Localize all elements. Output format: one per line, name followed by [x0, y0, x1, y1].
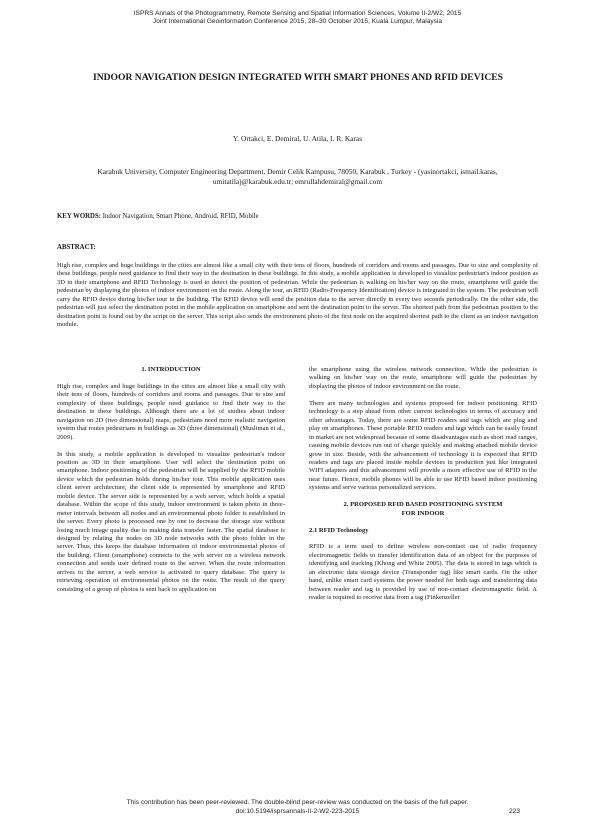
left-column	[57, 366, 285, 594]
body-paragraph: High rise, complex and huge buildings in the cities are almost like a small city with their tens of floors, hundreds of corridors and rooms and passages. Due to size and complexity of these buildings, people need guidance to find their way to the destination in these buildings. Although there are a lot of studies about indoor navigation on 2D (two dimensional) maps, pedestrians need more realistic navigation system that routes pedestrians in buildings as 3D (three dimensional) (Musliman et al., 2009).	[57, 382, 285, 441]
section-heading-proposed-system: 2. PROPOSED RFID BASED POSITIONING SYSTEM FOR INDOOR	[343, 501, 503, 517]
keywords-line	[57, 212, 537, 221]
header-conference-line: Joint International Geoinformation Conference 2015, 28–30 October 2015, Kuala Lumpur, Malaysia	[152, 18, 443, 26]
page-footer	[0, 799, 595, 816]
header-journal-line: ISPRS Annals of the Photogrammetry, Remote Sensing and Spatial Information Sciences, Volume II-2/W2, 2015	[133, 10, 462, 17]
subsection-heading-rfid: 2.1 RFID Technology	[309, 526, 369, 534]
author-list: Y. Ortakci, E. Demiral, U. Atila, I. R. Karas	[232, 134, 363, 143]
page-number: 223	[509, 808, 521, 815]
right-column	[309, 366, 537, 603]
doi-link[interactable]: doi:10.5194/isprsannals-II-2-W2-223-2015	[235, 807, 360, 815]
affiliation: Karabuk University, Computer Engineering Department, Demir Celik Kampusu, 78050, Karabuk , Turkey - (yasinortakci, ismail.karas, umitatila)@karabuk.edu.tr; emrullahdemiral@gmail.com	[97, 167, 498, 186]
abstract-heading: ABSTRACT:	[57, 244, 96, 251]
abstract-text: High rise, complex and huge buildings in the cities are almost like a small city with their tens of floors, hundreds of corridors and rooms and passages. Due to size and complexity of these buildings, people need guidance to find their way to the destination in these buildings. In this study, a mobile application is developed to visualize pedestrian's indoor position as 3D in their smartphone and RFID Technology is used to detect the position of pedestrian. While the pedestrian is walking on his/her way on the route, smartphone will guide the pedestrian by displaying the photos of indoor environment on the route. Along the tour, an RFID (Radio-Frequency Identification) device is integrated to the system. The pedestrian will carry the RFID device during his/her tour in the building. The RFID device will send the position data to the server directly in every two seconds periodically. On the other side, the pedestrian will just select the destination point in the mobile application on smartphone and sent the destination point to the server. The shortest path from the pedestrian position to the destination point is found out by the script on the server. This script also sends the environment photo of the first node on the acquired shortest path to the client as an indoor navigation module.	[57, 262, 538, 329]
paper-title: INDOOR NAVIGATION DESIGN INTEGRATED WITH SMART PHONES AND RFID DEVICES	[92, 72, 504, 83]
body-paragraph: In this study, a mobile application is developed to visualize pedestrian's indoor position as 3D in their smartphone. User will select the destination point on smartphone. Indoor positioning of the pedestrian will be supplied by the RFID mobile device which the pedestrian holds during his/her tour. This mobile application uses client server architecture, the client side is represented by smartphone and RFID mobile device. The server side is represented by a web server, which holds a spatial database. Within the scope of this study, indoor environment is taken photo in three-meter intervals between all nodes and an environmental photo folder is established in the server. Every photo is processed one by one to decrease the storage size without losing much image quality due to making data transfer faster. The spatial database is designed by relating the nodes on 3D node networks with the photo folder in the server. Thus, this keeps the database information of indoor environmental photos of the building. Client (smartphone) connects to the web server on a wireless network connection and sends user defined route to the server. When the route information arrives to the server, a web service is activated to query database. The query is retrieving operation of environmental photos on the route. The result of the query consisting of a group of photos is sent back to application on	[57, 450, 285, 593]
peer-review-note: This contribution has been peer-reviewed. The double-blind peer-review was conducted on the basis of the full paper.	[126, 799, 469, 806]
keywords-label: KEY WORDS:	[57, 213, 101, 220]
section-heading-introduction: 1. INTRODUCTION	[141, 366, 201, 373]
keywords-text: Indoor Navigation, Smart Phone, Android, RFID, Mobile	[102, 213, 259, 220]
body-paragraph: RFID is a term used to define wireless non-contact use of radio frequency electromagnetic fields to transfer identification data of an object for the purposes of identifying and tracking (Khong and White 2005). The data is stored in tags which is an electronic data storage device (Transponder tag) like smart cards. On the other hand, unlike smart card systems the power needed for both tags and transferring data between reader and tag is provided by use of non-contact electromagnetic field. A reader is required to receive data from a tag (Finkenzeller	[309, 543, 537, 602]
body-paragraph: the smartphone using the wireless network connection. While the pedestrian is walking on his/her way on the route, smartphone will guide the pedestrian by displaying the photos of indoor environment on the route.	[309, 366, 537, 390]
running-header	[0, 10, 595, 26]
body-paragraph: There are many technologies and systems proposed for indoor positioning. RFID technology is a step ahead from other current technologies in terms of accuracy and other advantages. Today, there are some RFID readers and tags which are plug and play on smartphones. These portable RFID readers and tags which can be easily found in market are not widespread because of some disadvantages such as short read ranges, causing mobile devices run out of charge quickly and making attached mobile device grow in size. Beside, with the advancement of technology it is expected that RFID readers and tags are placed inside mobile devices in production just like integrated WIFI adapters and this advancement will provide a more effective use of RFID in the near future. Hence, mobile phones will be able to use RFID based indoor positioning systems and serve various personalized services.	[309, 399, 537, 492]
